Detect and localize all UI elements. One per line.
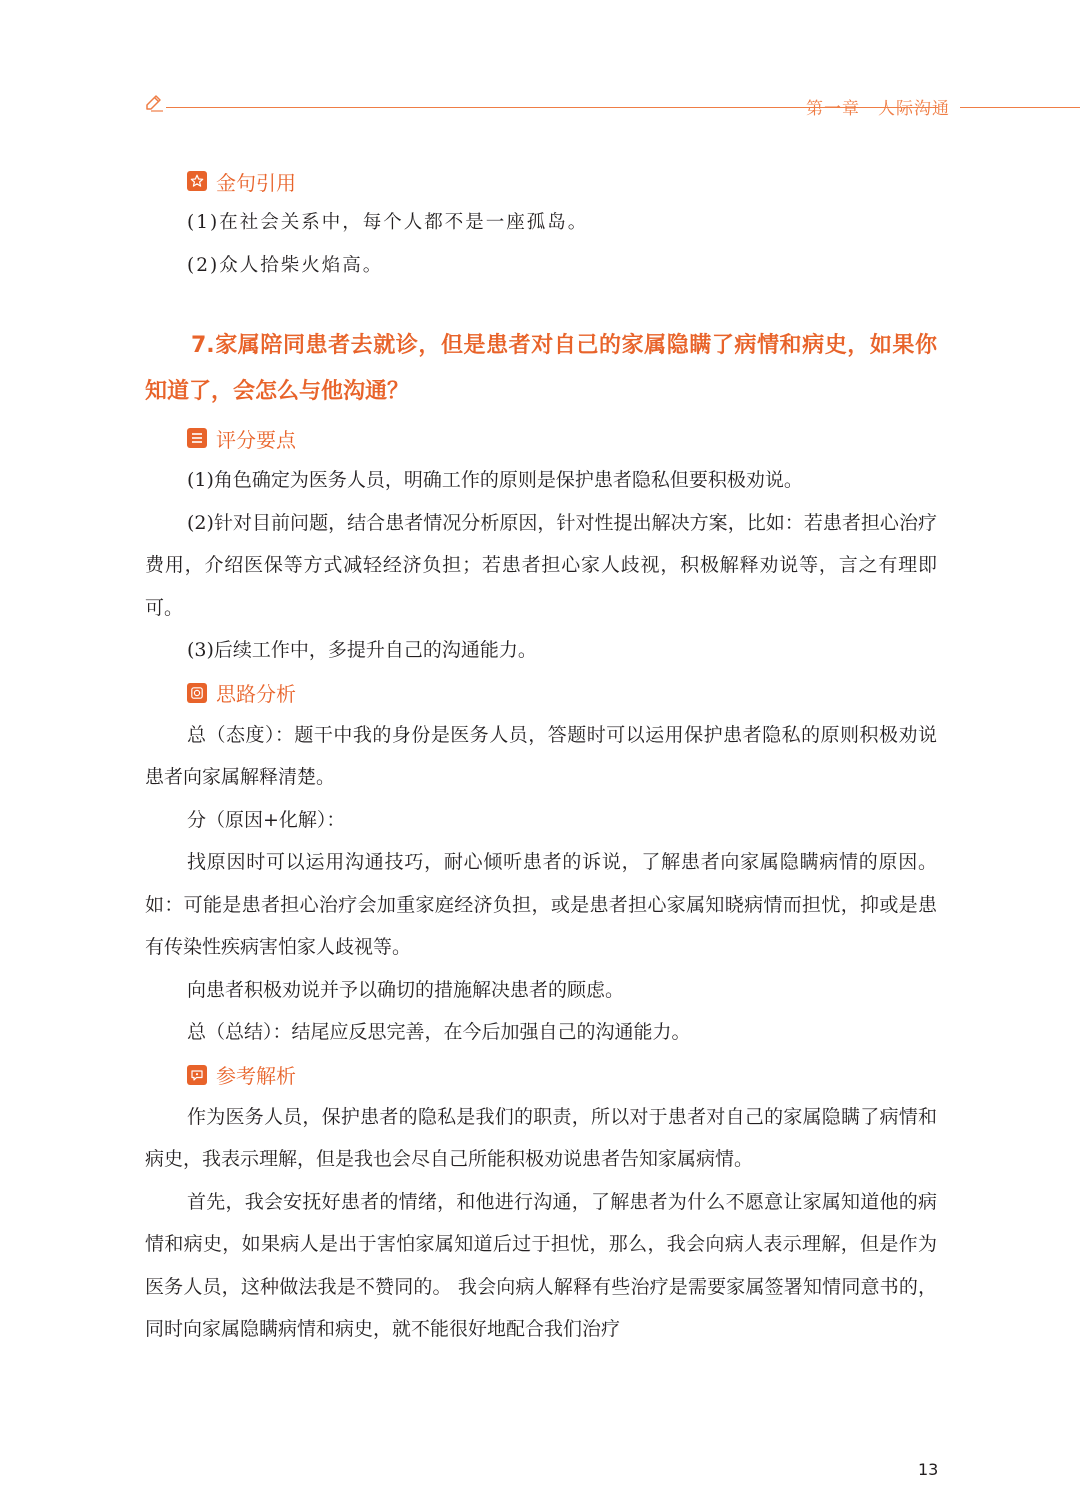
target-icon xyxy=(187,683,207,703)
analysis-paragraph: 找原因时可以运用沟通技巧，耐心倾听患者的诉说，了解患者向家属隐瞒病情的原因。 如：可能是患者担心治疗会加重家庭经济负担，或是患者担心家属知晓病情而担忧，抑或是患有传染性疾病害怕家人歧视等。 xyxy=(145,851,937,958)
scoring-item-1: (1)角色确定为医务人员，明确工作的原则是保护患者隐私但要积极劝说。 xyxy=(187,469,803,491)
chapter-title: 第一章 人际沟通 xyxy=(806,99,950,119)
star-icon xyxy=(187,171,207,191)
reference-heading xyxy=(187,1054,937,1096)
scoring-item-3: (3)后续工作中，多提升自己的沟通能力。 xyxy=(187,639,537,661)
page-number: 13 xyxy=(918,1460,939,1479)
analysis-title: 思路分析 xyxy=(216,682,296,706)
pencil-icon xyxy=(144,92,164,112)
analysis-paragraph: 总（总结）：结尾应反思完善，在今后加强自己的沟通能力。 xyxy=(187,1021,691,1043)
quotes-heading xyxy=(187,160,937,202)
quote-item-1: (1)在社会关系中，每个人都不是一座孤岛。 xyxy=(187,212,589,233)
quote-item-2: (2)众人拾柴火焰高。 xyxy=(187,254,384,276)
reference-title: 参考解析 xyxy=(216,1064,296,1088)
scoring-title: 评分要点 xyxy=(216,427,296,452)
analysis-paragraph: 总（态度）：题干中我的身份是医务人员，答题时可以运用保护患者隐私的原则积极劝说患者向家属解释清楚。 xyxy=(145,723,937,788)
reference-paragraph: 首先，我会安抚好患者的情绪，和他进行沟通，了解患者为什么不愿意让家属知道他的病情和病史，如果病人是出于害怕家属知道后过于担忧，那么，我会向病人表示理解，但是作为医务人员，这种做法我是不赞同的。 我会向病人解释有些治疗是需要家属签署知情同意书的，同时向家属隐瞒病情和病史，就不能很好地配合我们治疗 xyxy=(145,1190,937,1340)
chat-icon xyxy=(187,1065,207,1085)
analysis-paragraph: 向患者积极劝说并予以确切的措施解决患者的顾虑。 xyxy=(187,978,625,1001)
analysis-heading xyxy=(187,672,937,714)
reference-paragraph: 作为医务人员，保护患者的隐私是我们的职责，所以对于患者对自己的家属隐瞒了病情和病史，我表示理解，但是我也会尽自己所能积极劝说患者告知家属病情。 xyxy=(145,1105,937,1170)
page-content xyxy=(145,160,937,1351)
question-title: 7.家属陪同患者去就诊，但是患者对自己的家属隐瞒了病情和病史，如果你知道了，会怎么与他沟通？ xyxy=(145,333,937,404)
quotes-title: 金句引用 xyxy=(216,170,296,195)
running-header xyxy=(144,88,1080,128)
list-icon xyxy=(187,428,207,448)
scoring-item-2: (2)针对目前问题，结合患者情况分析原因，针对性提出解决方案，比如：若患者担心治疗费用，介绍医保等方式减轻经济负担；若患者担心家人歧视，积极解释劝说等，言之有理即可。 xyxy=(145,511,937,619)
header-rule-right xyxy=(960,107,1080,108)
analysis-paragraph: 分（原因+化解）： xyxy=(187,808,346,831)
scoring-heading xyxy=(187,417,937,459)
